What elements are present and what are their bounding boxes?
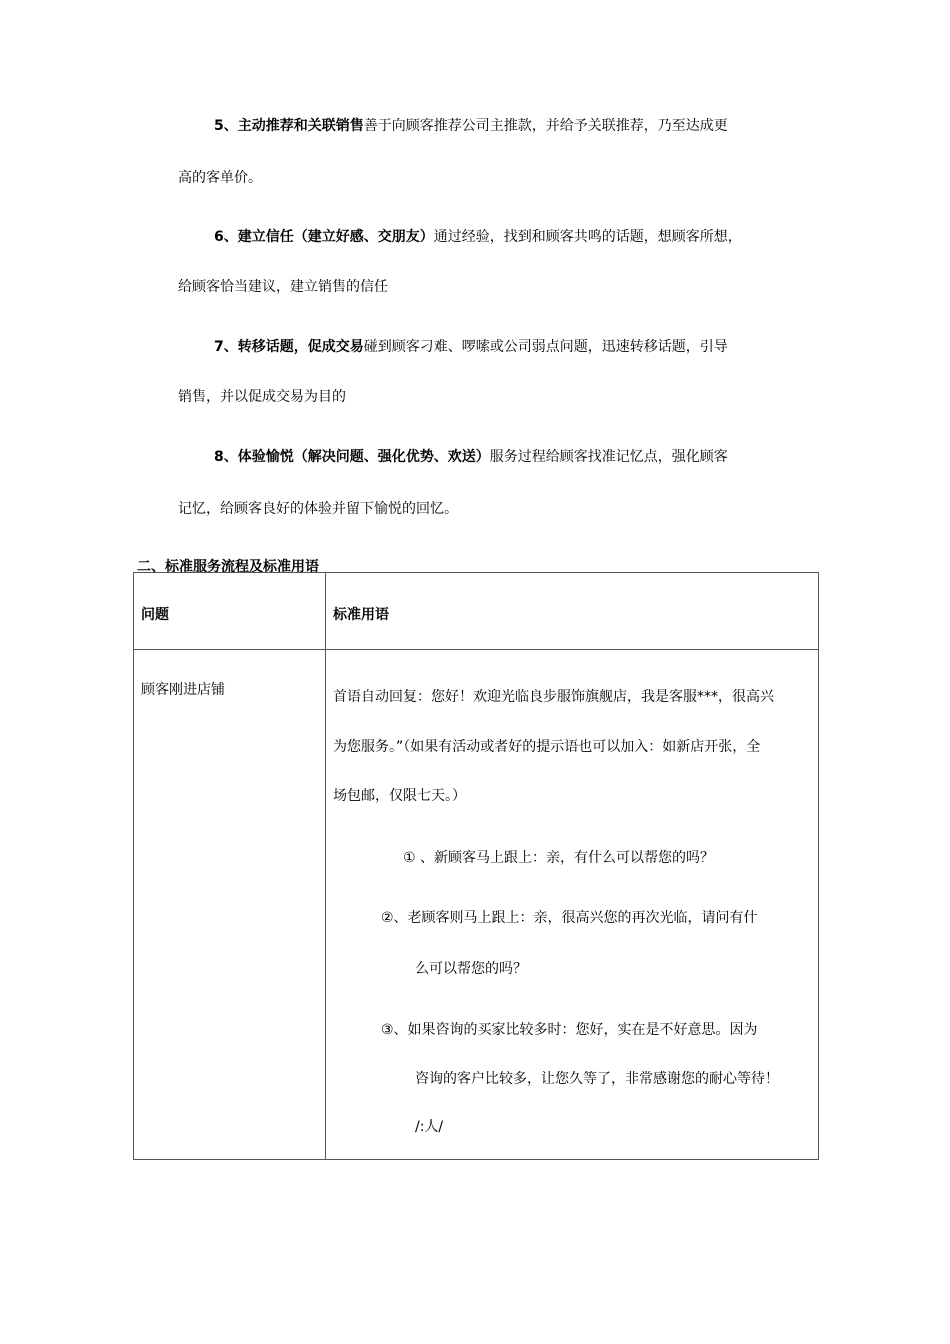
section-title: 二、标准服务流程及标准用语 (137, 559, 319, 575)
answer-item-1: ① 、新顾客马上跟上：亲，有什么可以帮您的吗？ (403, 850, 714, 866)
item-text: 服务过程给顾客找准记忆点，强化顾客 (489, 449, 728, 465)
service-table (133, 572, 819, 1160)
answer-item-3-emoticon: /:人/ (415, 1119, 444, 1135)
item-number: 6、 (214, 229, 238, 245)
item-heading: 体验愉悦（解决问题、强化优势、欢送） (237, 449, 490, 465)
item-heading: 主动推荐和关联销售 (237, 118, 364, 134)
item-text: 碰到顾客刁难、啰嗦或公司弱点问题，迅速转移话题，引导 (363, 339, 728, 355)
column-divider (325, 573, 326, 1159)
item-number: 7、 (214, 339, 238, 355)
paragraph-line (214, 115, 728, 135)
header-standard-phrase: 标准用语 (333, 607, 389, 623)
header-question: 问题 (141, 607, 169, 623)
paragraph-line: 给顾客恰当建议，建立销售的信任 (178, 279, 388, 295)
answer-item-3-continued: 咨询的客户比较多，让您久等了，非常感谢您的耐心等待！ (415, 1071, 779, 1087)
row-divider (134, 649, 818, 650)
paragraph-line: 记忆，给顾客良好的体验并留下愉悦的回忆。 (178, 501, 458, 517)
paragraph-line: 高的客单价。 (178, 170, 262, 186)
paragraph-line (214, 226, 742, 246)
paragraph-line (214, 446, 728, 466)
item-text: 通过经验，找到和顾客共鸣的话题，想顾客所想， (433, 229, 742, 245)
item-number: 8、 (214, 449, 238, 465)
paragraph-line (214, 336, 728, 356)
answer-item-2-continued: 么可以帮您的吗？ (415, 961, 527, 977)
answer-item-2: ②、老顾客则马上跟上：亲，很高兴您的再次光临，请问有什 (381, 910, 758, 926)
item-number: 5、 (214, 118, 238, 134)
answer-item-3: ③、如果咨询的买家比较多时：您好，实在是不好意思。因为 (381, 1022, 758, 1038)
item-text: 善于向顾客推荐公司主推款，并给予关联推荐，乃至达成更 (363, 118, 728, 134)
paragraph-line: 销售，并以促成交易为目的 (178, 389, 346, 405)
item-heading: 转移话题，促成交易 (237, 339, 364, 355)
answer-line: 场包邮，仅限七天。） (333, 788, 466, 804)
item-heading: 建立信任（建立好感、交朋友） (237, 229, 434, 245)
answer-line: 为您服务。”（如果有活动或者好的提示语也可以加入：如新店开张，全 (333, 739, 761, 755)
answer-line: 首语自动回复：您好！欢迎光临良步服饰旗舰店，我是客服***，很高兴 (333, 689, 774, 705)
question-cell: 顾客刚进店铺 (141, 682, 225, 698)
